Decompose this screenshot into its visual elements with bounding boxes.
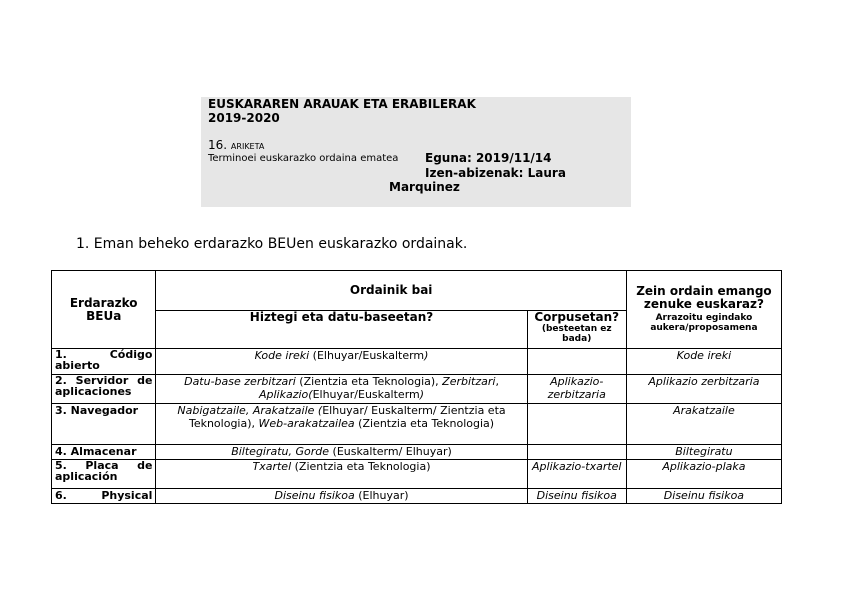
- zein-value: Kode ireki: [676, 349, 732, 362]
- corpus-value: Diseinu fisikoa: [536, 489, 617, 502]
- corpus-cell: [527, 445, 626, 460]
- zein-value: Arakatzaile: [673, 404, 735, 417]
- zein-value: Aplikazio zerbitzaria: [648, 375, 760, 388]
- hiztegi-italic: Txartel: [252, 460, 292, 473]
- zein-value: Aplikazio-plaka: [662, 460, 746, 473]
- corpus-cell: [527, 375, 626, 404]
- exercise-subtitle: Terminoei euskarazko ordaina ematea: [208, 153, 399, 164]
- term-word: de: [137, 459, 153, 472]
- zein-value: Biltegiratu: [675, 445, 733, 458]
- exercise-number: 16.: [208, 138, 228, 152]
- hiztegi-plain: (Zientzia eta Teknologia): [354, 417, 495, 430]
- table-row: [52, 460, 782, 489]
- table-row: [52, 375, 782, 404]
- zein-cell: [626, 489, 781, 504]
- hiztegi-italic: Aplikazio(: [258, 388, 313, 401]
- hiztegi-italic: Datu-base zerbitzari: [184, 375, 296, 388]
- term-number: 5.: [55, 459, 67, 472]
- hiztegi-plain: (Zientzia eta Teknologia),: [295, 375, 443, 388]
- term-cell: 2. Servidor de aplicaciones: [52, 375, 156, 404]
- header-corpus-sub: (besteetan ez bada): [541, 324, 612, 344]
- header-erdarazko: Erdarazko BEUa: [52, 271, 156, 349]
- header-corpus-title: Corpusetan?: [534, 310, 620, 324]
- hiztegi-italic: Zerbitzari: [442, 375, 496, 388]
- zein-cell: [626, 404, 781, 445]
- hiztegi-cell: [156, 460, 527, 489]
- term-cell: [52, 349, 156, 375]
- zein-cell: [626, 445, 781, 460]
- corpus-cell: [527, 489, 626, 504]
- header-ordainik: Ordainik bai: [156, 271, 626, 311]
- header-zein: [626, 271, 781, 349]
- hiztegi-cell: [156, 375, 527, 404]
- hiztegi-plain: Elhuyar/Euskalterm: [312, 388, 420, 401]
- table-row: [52, 489, 782, 504]
- term-word: abierto: [55, 359, 100, 372]
- term-word: aplicación: [55, 470, 118, 483]
- hiztegi-cell: [156, 445, 527, 460]
- corpus-cell: [527, 460, 626, 489]
- corpus-cell: [527, 349, 626, 375]
- hiztegi-plain: (Elhuyar/Euskalterm: [309, 349, 425, 362]
- zein-cell: [626, 349, 781, 375]
- exercise-word: ARIKETA: [230, 142, 265, 151]
- hiztegi-italic: Web-arakatzailea: [258, 417, 355, 430]
- date-label: Eguna: 2019/11/14: [425, 151, 552, 165]
- terms-table: [51, 270, 782, 504]
- exercise-label: [208, 138, 264, 152]
- hiztegi-italic: ): [424, 349, 429, 362]
- zein-cell: [626, 460, 781, 489]
- hiztegi-italic: Nabigatzaile, Arakatzaile (: [177, 404, 323, 417]
- header-corpus: [527, 311, 626, 349]
- document-header: [201, 97, 631, 207]
- corpus-value: Aplikazio-zerbitzaria: [547, 375, 606, 401]
- hiztegi-italic: ): [419, 388, 425, 401]
- table-row: [52, 349, 782, 375]
- corpus-value: Aplikazio-txartel: [532, 460, 622, 473]
- hiztegi-plain: ,: [495, 375, 499, 388]
- doc-year: 2019-2020: [208, 111, 280, 125]
- zein-value: Diseinu fisikoa: [663, 489, 745, 502]
- zein-cell: [626, 375, 781, 404]
- hiztegi-italic: Kode ireki: [254, 349, 310, 362]
- term-number: 6.: [55, 489, 67, 502]
- hiztegi-cell: [156, 489, 527, 504]
- term-word: Placa: [85, 459, 119, 472]
- hiztegi-plain: (Zientzia eta Teknologia): [291, 460, 431, 473]
- table-row: [52, 404, 782, 445]
- hiztegi-cell: [156, 349, 527, 375]
- hiztegi-cell: [156, 404, 527, 445]
- hiztegi-italic: Diseinu fisikoa: [274, 489, 355, 502]
- term-cell: [52, 489, 156, 504]
- term-number: 1.: [55, 348, 67, 361]
- term-word: Código: [109, 348, 153, 361]
- hiztegi-plain: (Euskalterm/ Elhuyar): [329, 445, 452, 458]
- name-surname: Marquinez: [389, 180, 460, 194]
- header-zein-title: Zein ordain emango zenuke euskaraz?: [636, 284, 772, 311]
- table-row: [52, 445, 782, 460]
- term-cell: [52, 460, 156, 489]
- corpus-cell: [527, 404, 626, 445]
- term-cell: 3. Navegador: [52, 404, 156, 445]
- hiztegi-plain: Elhuyar/ Euskalterm/ Zientzia eta Teknologia),: [188, 404, 506, 430]
- hiztegi-italic: Biltegiratu, Gorde: [231, 445, 330, 458]
- header-hiztegi: Hiztegi eta datu-baseetan?: [156, 311, 527, 349]
- name-label: Izen-abizenak: Laura: [425, 166, 566, 180]
- hiztegi-plain: (Elhuyar): [354, 489, 409, 502]
- term-word: Physical: [101, 489, 153, 502]
- header-zein-sub: Arrazoitu egindako aukera/proposamena: [650, 313, 758, 333]
- question-text: 1. Eman beheko erdarazko BEUen euskarazko ordainak.: [76, 236, 468, 252]
- term-cell: 4. Almacenar: [52, 445, 156, 460]
- doc-title: EUSKARAREN ARAUAK ETA ERABILERAK: [208, 97, 476, 111]
